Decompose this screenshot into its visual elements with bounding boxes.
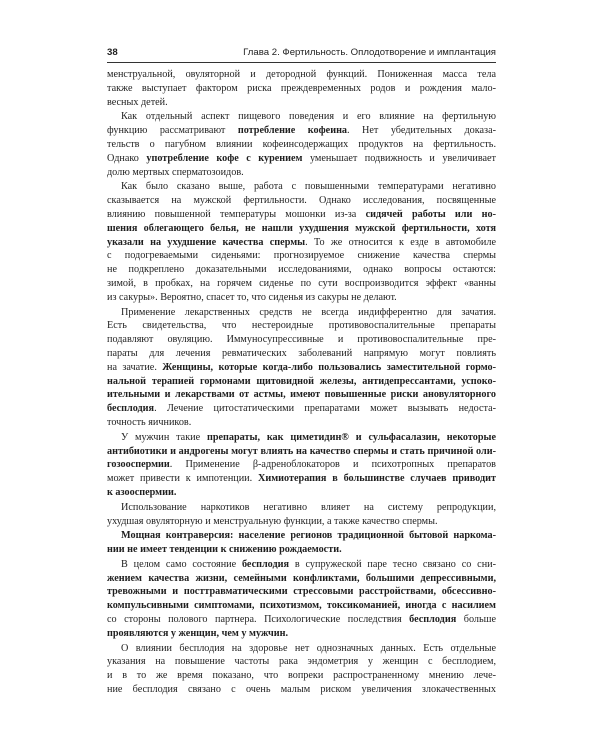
text-line: указали на ухудшение качества спермы. То же относится к езде в автомобиле bbox=[107, 236, 496, 248]
text-line: может привести к импотенции. Химиотерапия в большинстве случаев приводит bbox=[107, 473, 496, 485]
paragraph bbox=[107, 431, 496, 500]
text-line: сказывается на мужской фертильности. Однако исследования, посвященные bbox=[107, 195, 496, 207]
paragraph bbox=[107, 110, 496, 179]
running-header bbox=[107, 46, 496, 63]
text-line: параты для лечения ревматических заболеваний напрямую могут повлиять bbox=[107, 347, 496, 359]
text-line: ухудшая овуляторную и менструальную функции, а также качество спермы. bbox=[107, 515, 438, 527]
text-line: Как было сказано выше, работа с повышенными температурами негативно bbox=[121, 181, 496, 193]
text-line: к азооспермии. bbox=[107, 486, 177, 498]
text-line: функцию рассматривают потребление кофеина. Нет убедительных доказа- bbox=[107, 125, 496, 137]
text-line: также выступает фактором риска преждевременных родов и рождения мало- bbox=[107, 82, 496, 94]
text-line: тельств о пагубном влиянии кофеинсодержащих продуктов на фертильность. bbox=[107, 138, 496, 150]
text-line: гозооспермии. Применение β-адреноблокаторов и психотропных препаратов bbox=[107, 459, 496, 471]
text-line: Мощная контраверсия: население регионов традиционной бытовой наркома- bbox=[121, 530, 496, 542]
text-line: шения облегающего белья, не нашли ухудшения мужской фертильности, хотя bbox=[107, 222, 496, 234]
paragraph bbox=[107, 642, 496, 697]
text-line: подавляют овуляцию. Иммуносупрессивные и противовоспалительные пре- bbox=[107, 334, 496, 346]
text-line: ительными и лекарствами от астмы, имеют повышенные риски ановуляторного bbox=[107, 389, 496, 401]
text-line: со стороны полового партнера. Психологические последствия бесплодия больше bbox=[107, 614, 496, 626]
text-line: зимой, в пробках, на горячем сиденье по сути воспроизводится эффект «ванны bbox=[107, 277, 496, 289]
text-line: антибиотики и андрогены могут влиять на качество спермы и стать причиной оли- bbox=[107, 445, 496, 457]
text-line: долю мертвых сперматозоидов. bbox=[107, 166, 244, 178]
text-line: менструальной, овуляторной и детородной функций. Пониженная масса тела bbox=[107, 69, 496, 80]
text-line: жением качества жизни, семейными конфликтами, большими депрессивными, bbox=[107, 572, 496, 584]
text-line: компульсивными симптомами, психотизмом, токсикоманией, иногда с насилием bbox=[107, 600, 496, 612]
text-line: на зачатие. Женщины, которые когда-либо пользовались заместительной гормо- bbox=[107, 361, 496, 373]
text-line: Использование наркотиков негативно влияет на систему репродукции, bbox=[121, 501, 496, 513]
text-line: О влиянии бесплодия на здоровье нет однозначных данных. Есть отдельные bbox=[121, 642, 496, 654]
paragraph bbox=[107, 306, 496, 430]
text-line: В целом само состояние бесплодия в супружеской паре тесно связано со сни- bbox=[121, 558, 496, 570]
text-line: Как отдельный аспект пищевого поведения и его влияние на фертильную bbox=[121, 111, 496, 123]
paragraph bbox=[107, 501, 496, 529]
text-line: нии не имеет тенденции к снижению рождаемости. bbox=[107, 544, 342, 556]
text-line: Есть свидетельства, что нестероидные противовоспалительные препараты bbox=[107, 320, 496, 332]
paragraph bbox=[107, 558, 496, 641]
page-body bbox=[107, 68, 496, 697]
text-line: не подкреплено доказательными исследованиями, однако вопросы остаются: bbox=[107, 264, 496, 276]
text-line: Применение лекарственных средств не всегда индифферентно для зачатия. bbox=[121, 306, 496, 318]
text-line: нальной терапией гормонами щитовидной железы, антидепрессантами, успоко- bbox=[107, 375, 496, 387]
page-number: 38 bbox=[107, 47, 118, 58]
text-line: весных детей. bbox=[107, 96, 168, 108]
running-title: Глава 2. Фертильность. Оплодотворение и имплантация bbox=[243, 47, 496, 58]
text-line: ние бесплодия связано с очень малым риском увеличения злокачественных bbox=[107, 684, 496, 696]
text-line: влиянию повышенной температуры мошонки из-за сидячей работы или но- bbox=[107, 208, 496, 220]
text-line: проявляются у женщин, чем у мужчин. bbox=[107, 627, 289, 639]
paragraph bbox=[107, 180, 496, 304]
text-line: Однако употребление кофе с курением уменьшает подвижность и увеличивает bbox=[107, 152, 496, 164]
text-line: У мужчин такие препараты, как циметидин® и сульфасалазин, некоторые bbox=[121, 431, 496, 443]
text-line: и в то же время показано, что вопреки распространенному мнению лече- bbox=[107, 670, 496, 682]
text-line: указания на повышение частоты рака эндометрия у женщин с бесплодием, bbox=[107, 656, 496, 668]
paragraph bbox=[107, 529, 496, 557]
text-line: точность яичников. bbox=[107, 416, 192, 428]
text-line: с подогреваемыми сиденьями: прогнозируемое снижение качества спермы bbox=[107, 250, 496, 262]
paragraph bbox=[107, 68, 496, 109]
text-line: бесплодия. Лечение цитостатическими препаратами может вызывать недоста- bbox=[107, 403, 496, 415]
text-line: тревожными и посттравматическими стрессовыми расстройствами, обсессивно- bbox=[107, 586, 496, 598]
text-line: из сакуры». Вероятно, спасет то, что сиденья из сакуры не делают. bbox=[107, 291, 397, 303]
